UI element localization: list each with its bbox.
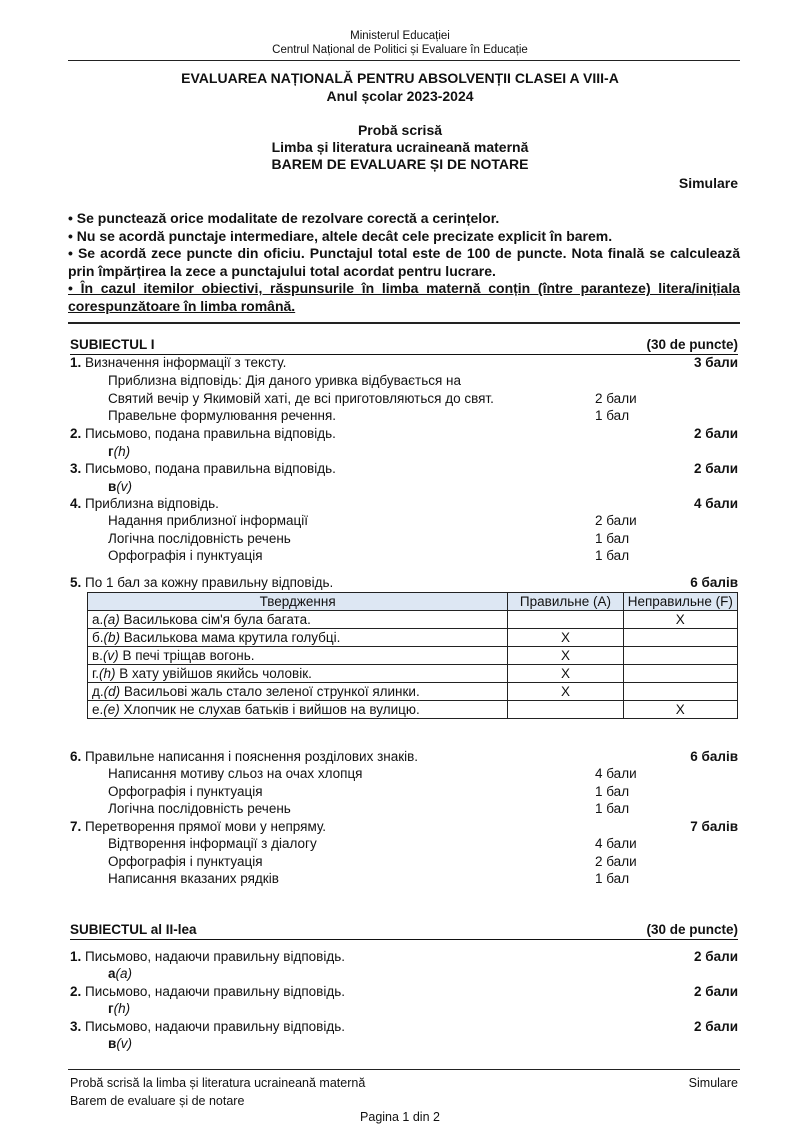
table-row: д.(d) Васильові жаль стало зеленої стрункої ялинки. X [88,683,738,701]
item-4-sub-points: 2 бали [595,513,637,528]
barem-title: BAREM DE EVALUARE ȘI DE NOTARE [271,156,529,172]
item-4-sub-points: 1 бал [595,548,630,563]
item-4: 4. Приблизна відповідь. 4 бали [70,496,738,511]
simulare-label: Simulare [678,175,738,191]
rule-item: • Se acordă zece puncte din oficiu. Punctajul total este de 100 de puncte. Nota finală se calculează prin împărțirea la zece a punctajului total acordat pentru lucrare. [68,245,740,279]
item-6: 6. Правильне написання і пояснення розділових знаків. 6 балів [70,749,738,764]
table-header: Правильне (A) [508,593,623,611]
footer-right: Simulare [688,1076,738,1090]
item-4-sub: Орфографія і пунктуація [108,548,263,563]
item-4-sub: Логічна послідовність речень [108,531,291,546]
subject2-item-3-answer: в(v) [108,1036,133,1051]
subject2-title: SUBIECTUL al II-lea [70,922,197,937]
subject2-points: (30 de puncte) [646,922,738,937]
item-1-sub-points: 1 бал [595,408,630,423]
subject2-item-1-answer: а(a) [108,966,133,981]
item-1-sub-points: 2 бали [595,391,637,406]
item-7-sub-points: 2 бали [595,854,637,869]
item-7-sub: Написання вказаних рядків [108,871,279,886]
item-6-sub-points: 1 бал [595,801,630,816]
rule-item: • În cazul itemilor obiectivi, răspunsurile în limba maternă conțin (între paranteze) litera/inițiala corespunzătoare în limba română. [68,280,740,314]
item-2-answer: г(h) [108,444,131,459]
table-header: Твердження [88,593,508,611]
ministry-name: Ministerul Educației [350,30,450,42]
rules-list [68,210,740,315]
subject1-heading [70,336,738,355]
footer-left-line-1: Probă scrisă la limba și literatura ucraineană maternă [70,1076,366,1090]
rule-item: • Se punctează orice modalitate de rezolvare corectă a cerințelor. [68,210,500,226]
table-row: а.(a) Василькова сім'я була багата. X [88,611,738,629]
item-6-sub: Орфографія і пунктуація [108,784,263,799]
subject-name: Limba și literatura ucraineană maternă [271,139,529,155]
item-7: 7. Перетворення прямої мови у непряму. 7 балів [70,819,738,834]
item-4-sub-points: 1 бал [595,531,630,546]
subject2-heading [70,921,738,940]
item-7-sub-points: 4 бали [595,836,637,851]
header-divider [68,60,740,61]
subject2-item-2-answer: г(h) [108,1001,131,1016]
item-6-sub-points: 1 бал [595,784,630,799]
school-year: Anul școlar 2023-2024 [326,88,474,104]
test-type: Probă scrisă [357,122,443,138]
table-row: в.(v) В печі тріщав вогонь. X [88,647,738,665]
table-row: г.(h) В хату увійшов якийсь чоловік. X [88,665,738,683]
footer-divider [68,1069,740,1070]
item-6-sub: Написання мотиву сльоз на очах хлопця [108,766,363,781]
item-3: 3. Письмово, подана правильна відповідь. 2 бали [70,461,738,476]
footer-left-line-2: Barem de evaluare și de notare [70,1094,245,1108]
rules-divider [68,322,740,324]
item-1-sub: Правельне формулювання речення. [108,408,337,423]
item-7-sub-points: 1 бал [595,871,630,886]
page-number: Pagina 1 din 2 [360,1110,440,1124]
item-6-sub-points: 4 бали [595,766,637,781]
rule-item: • Nu se acordă punctaje intermediare, altele decât cele precizate explicit în barem. [68,227,613,244]
item-4-sub: Надання приблизної інформації [108,513,309,528]
item-3-answer: в(v) [108,479,133,494]
item-6-sub: Логічна послідовність речень [108,801,291,816]
item-1-sub: Приблизна відповідь: Дія даного уривка відбувається на [108,373,462,388]
center-name: Centrul Național de Politici și Evaluare în Educație [272,44,528,56]
item-5: 5. По 1 бал за кожну правильну відповідь. 6 балів [70,575,738,590]
statements-table [87,592,738,719]
item-7-sub: Орфографія і пунктуація [108,854,263,869]
subject1-title: SUBIECTUL I [70,337,155,352]
item-1: 1. Визначення інформації з тексту. 3 бали [70,355,738,370]
table-row: б.(b) Василькова мама крутила голубці. X [88,629,738,647]
table-row: е.(e) Хлопчик не слухав батьків і вийшов на вулицю. X [88,701,738,719]
item-2: 2. Письмово, подана правильна відповідь. 2 бали [70,426,738,441]
item-7-sub: Відтворення інформації з діалогу [108,836,317,851]
subject1-points: (30 de puncte) [646,337,738,352]
item-1-sub: Святий вечір у Якимовій хаті, де всі приготовляються до свят. [108,391,494,406]
table-header: Неправильне (F) [623,593,737,611]
subject2-item-3: 3. Письмово, надаючи правильну відповідь. 2 бали [70,1019,738,1034]
subject2-item-1: 1. Письмово, надаючи правильну відповідь. 2 бали [70,949,738,964]
exam-title: EVALUAREA NAȚIONALĂ PENTRU ABSOLVENȚII CLASEI A VIII-A [181,70,619,86]
subject2-item-2: 2. Письмово, надаючи правильну відповідь. 2 бали [70,984,738,999]
